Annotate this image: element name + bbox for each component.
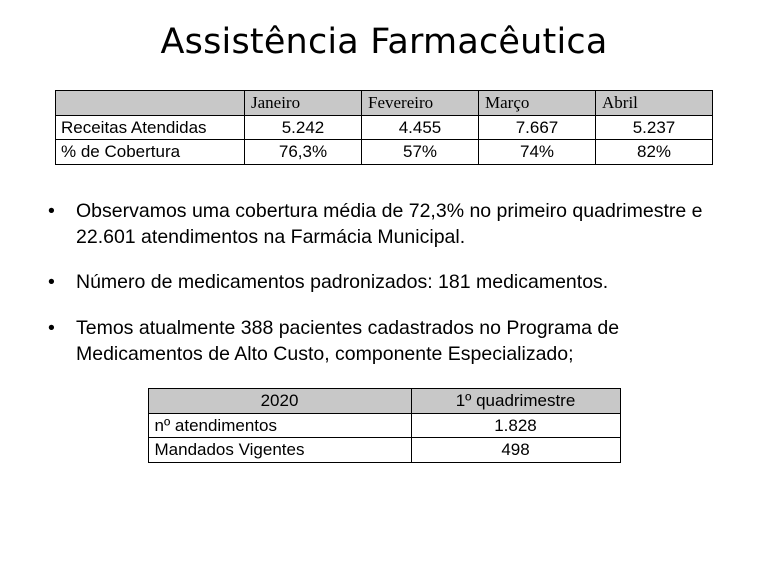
row-label-mandados: Mandados Vigentes [148, 438, 411, 463]
page-title: Assistência Farmacêutica [160, 22, 608, 62]
cell-mandados-valor: 498 [411, 438, 620, 463]
cell-cobertura-janeiro: 76,3% [245, 140, 362, 165]
table-header-row [148, 389, 620, 414]
quadrimestre-table-container [0, 388, 768, 463]
quadrimestre-table [148, 388, 621, 463]
cell-receitas-janeiro: 5.242 [245, 115, 362, 140]
bullet-marker-icon: • [48, 317, 55, 340]
cell-cobertura-abril: 82% [596, 140, 713, 165]
bullet-marker-icon: • [48, 199, 55, 222]
cell-atendimentos-valor: 1.828 [411, 413, 620, 438]
cell-cobertura-fevereiro: 57% [362, 140, 479, 165]
list-item-text: Número de medicamentos padronizados: 181 medicamentos. [76, 271, 609, 294]
row-label-cobertura: % de Cobertura [56, 140, 245, 165]
cell-receitas-abril: 5.237 [596, 115, 713, 140]
row-label-receitas-atendidas: Receitas Atendidas [56, 115, 245, 140]
table-header-row [56, 91, 713, 116]
column-header-fevereiro: Fevereiro [362, 91, 479, 116]
list-item [40, 199, 734, 251]
cell-receitas-fevereiro: 4.455 [362, 115, 479, 140]
table-row [148, 413, 620, 438]
table-row [148, 438, 620, 463]
bullet-list [0, 199, 768, 369]
table-row [56, 115, 713, 140]
column-header-marco: Março [479, 91, 596, 116]
row-label-atendimentos: nº atendimentos [148, 413, 411, 438]
pharmacy-monthly-table [55, 90, 713, 165]
column-header-quadrimestre: 1º quadrimestre [411, 389, 620, 414]
list-item-text: Temos atualmente 388 pacientes cadastrados no Programa de Medicamentos de Alto Custo, componente Especializado; [76, 317, 620, 366]
column-header-abril: Abril [596, 91, 713, 116]
table-row [56, 140, 713, 165]
cell-cobertura-marco: 74% [479, 140, 596, 165]
list-item-text: Observamos uma cobertura média de 72,3% no primeiro quadrimestre e 22.601 atendimentos na Farmácia Municipal. [76, 199, 703, 248]
list-item [40, 270, 734, 296]
cell-receitas-marco: 7.667 [479, 115, 596, 140]
column-header-2020: 2020 [148, 389, 411, 414]
list-item [40, 316, 734, 368]
table-corner-cell [56, 91, 245, 116]
bullet-marker-icon: • [48, 271, 55, 294]
pharmacy-monthly-table-container [0, 90, 768, 165]
column-header-janeiro: Janeiro [245, 91, 362, 116]
